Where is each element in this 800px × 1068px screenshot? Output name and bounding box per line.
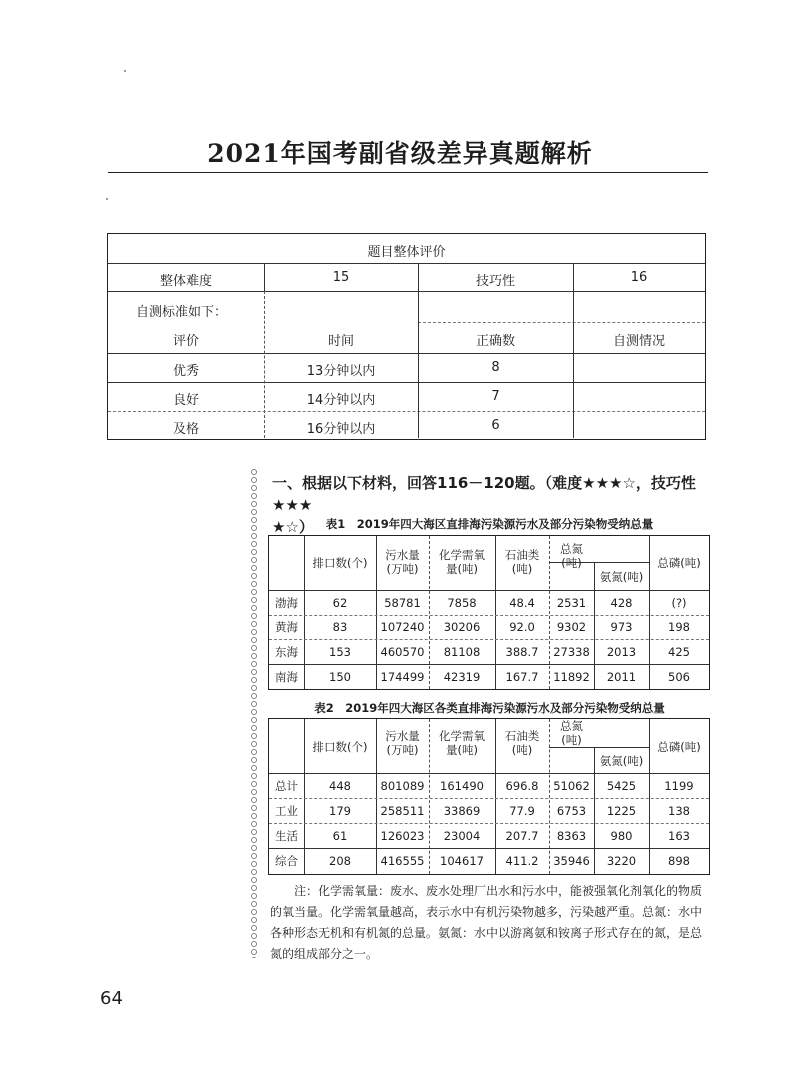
row-line: [108, 353, 705, 354]
row-dash: [269, 798, 709, 799]
t2-cell: 61: [332, 829, 348, 843]
t1-cell: 153: [329, 645, 351, 659]
time-excellent: 13分钟以内: [306, 364, 376, 379]
t2-h-sewage-2: (万吨): [386, 743, 419, 757]
t2-cell: 23004: [443, 829, 481, 843]
question-intro-line1: 一、根据以下材料，回答116－120题。（难度★★★☆，技巧性★★★: [272, 474, 696, 514]
t2-cell: 33869: [443, 804, 481, 818]
t2-cell: 8363: [556, 829, 587, 843]
t2-cell: 179: [329, 804, 351, 818]
t1-cell: 973: [610, 620, 633, 634]
t1-h-tn-1: 总氮: [560, 542, 583, 556]
skill-value: 16: [630, 270, 648, 285]
t1-cell: 7858: [447, 596, 477, 610]
skill-label: 技巧性: [475, 274, 515, 289]
t1-cell: 81108: [443, 645, 481, 659]
t1-h-sewage: [376, 548, 429, 576]
t2-cell: 448: [329, 779, 351, 793]
t2-cell: 工业: [275, 804, 298, 818]
t2-cell: 207.7: [505, 829, 539, 843]
t2-h-oil-1: 石油类: [504, 729, 540, 743]
correct-excellent: 8: [491, 360, 500, 375]
row-dash: [108, 411, 705, 412]
t1-cell: 27338: [553, 645, 590, 659]
row-line: [108, 291, 705, 292]
t1-cell: 150: [329, 670, 351, 684]
title-rule: [108, 172, 708, 173]
t2-h-oil-2: (吨): [511, 743, 533, 757]
t2-h-cod-2: 量(吨): [446, 743, 478, 757]
row-dash: [269, 615, 709, 616]
t2-cell: 35946: [553, 854, 590, 868]
row-line: [269, 590, 709, 591]
t2-h-tn-1: 总氮: [560, 719, 583, 733]
t2-cell: 980: [610, 829, 633, 843]
t1-cell: 460570: [380, 645, 425, 659]
t1-cell: 南海: [275, 670, 298, 684]
t1-h-oil-2: (吨): [511, 562, 533, 576]
table1-caption: 表1 2019年四大海区直排海污染源污水及部分污染物受纳总量: [325, 517, 654, 531]
t2-cell: 1225: [606, 804, 637, 818]
t2-cell: 163: [668, 829, 690, 843]
t1-cell: 107240: [380, 620, 425, 634]
t2-cell: 生活: [275, 829, 298, 843]
t1-cell: 2531: [556, 596, 587, 610]
t1-cell: 黄海: [275, 620, 298, 634]
t2-cell: 696.8: [505, 779, 539, 793]
t1-h-oil: [495, 548, 549, 576]
time-pass: 16分钟以内: [306, 422, 376, 437]
t2-cell: 138: [668, 804, 690, 818]
row-line: [269, 664, 709, 665]
t1-h-sewage-1: 污水量: [385, 548, 420, 562]
difficulty-value: 15: [332, 270, 350, 285]
rating-good: 良好: [172, 393, 199, 408]
t2-cell: 104617: [440, 854, 484, 868]
t2-h-cod: [429, 729, 495, 757]
t2-cell: 416555: [380, 854, 425, 868]
row-line: [269, 848, 709, 849]
t2-cell: 6753: [556, 804, 587, 818]
t1-cell: (?): [671, 596, 687, 610]
t1-cell: 48.4: [509, 596, 535, 610]
t2-cell: 898: [668, 854, 690, 868]
t1-h-tp: 总磷(吨): [657, 556, 701, 570]
t1-cell: 425: [668, 645, 690, 659]
t2-h-outlets: 排口数(个): [312, 740, 368, 754]
table-note: 注：化学需氧量：废水、废水处理厂出水和污水中，能被强氧化剂氧化的物质的氧当量。化学需氧量越高，表示水中有机污染物越多，污染越严重。总氮：水中各种形态无机和有机氮的总量。氨氮：水中以游离氨和铵离子形式存在的氮，是总氮的组成部分之一。: [270, 884, 703, 961]
col-line: [573, 263, 574, 438]
correct-good: 7: [491, 389, 500, 404]
t2-cell: 51062: [553, 779, 590, 793]
page-title: 2021年国考副省级差异真题解析: [207, 139, 593, 168]
t1-h-cod-2: 量(吨): [446, 562, 478, 576]
t1-cell: 58781: [384, 596, 421, 610]
t1-cell: 198: [668, 620, 690, 634]
scan-speck: [106, 198, 108, 200]
t2-cell: 3220: [606, 854, 637, 868]
t2-cell: 总计: [275, 779, 298, 793]
t1-cell: 167.7: [505, 670, 539, 684]
t1-cell: 2013: [606, 645, 637, 659]
row-dash: [269, 639, 709, 640]
time-good: 14分钟以内: [306, 393, 376, 408]
t2-h-tp: 总磷(吨): [657, 740, 701, 754]
t1-cell: 62: [332, 596, 348, 610]
table2-caption: 表2 2019年四大海区各类直排海污染源污水及部分污染物受纳总量: [314, 701, 665, 715]
t2-h-sewage-1: 污水量: [385, 729, 420, 743]
t1-h-oil-1: 石油类: [504, 548, 540, 562]
t2-h-tn: [549, 719, 594, 747]
t1-cell: 30206: [443, 620, 481, 634]
margin-squiggle: [251, 468, 257, 958]
standard-note: 自测标准如下：: [136, 305, 228, 320]
col-correct: 正确数: [475, 334, 515, 349]
rating-excellent: 优秀: [172, 364, 199, 379]
t2-h-oil: [495, 729, 549, 757]
t1-h-sewage-2: (万吨): [386, 562, 419, 576]
t1-cell: 428: [610, 596, 633, 610]
t1-h-outlets: 排口数(个): [312, 556, 368, 570]
question-intro-line2: ★☆）: [272, 518, 314, 536]
t2-cell: 1199: [664, 779, 694, 793]
row-dash: [418, 322, 705, 323]
rating-pass: 及格: [172, 422, 199, 437]
col-self: 自测情况: [612, 334, 665, 349]
t1-h-cod-1: 化学需氧: [439, 548, 485, 562]
t1-cell: 11892: [553, 670, 590, 684]
t2-cell: 77.9: [509, 804, 535, 818]
eval-caption: 题目整体评价: [367, 245, 446, 260]
t1-h-cod: [429, 548, 495, 576]
row-dash: [269, 823, 709, 824]
t1-h-tn-2: (吨): [561, 556, 582, 570]
t2-cell: 综合: [275, 854, 298, 868]
evaluation-table: [107, 233, 706, 440]
t2-cell: 801089: [380, 779, 425, 793]
t2-h-ammonia: 氨氮(吨): [599, 754, 644, 768]
row-line: [108, 382, 705, 383]
t1-cell: 东海: [275, 645, 298, 659]
t2-cell: 411.2: [505, 854, 539, 868]
scan-speck: [124, 70, 126, 72]
t1-cell: 渤海: [275, 596, 298, 610]
col-time: 时间: [327, 334, 354, 349]
row-line: [108, 263, 705, 264]
t1-h-ammonia: 氨氮(吨): [599, 570, 644, 584]
table2: [268, 718, 710, 875]
t1-cell: 506: [668, 670, 690, 684]
col-rating: 评价: [172, 334, 199, 349]
t2-cell: 208: [329, 854, 351, 868]
t2-cell: 5425: [606, 779, 637, 793]
row-line: [269, 773, 709, 774]
t1-cell: 42319: [443, 670, 481, 684]
page-number: 64: [100, 988, 123, 1009]
difficulty-label: 整体难度: [159, 274, 212, 289]
t1-cell: 2011: [606, 670, 637, 684]
table1: [268, 535, 710, 690]
col-line: [418, 263, 419, 438]
t2-cell: 258511: [380, 804, 425, 818]
t2-cell: 126023: [380, 829, 425, 843]
t1-cell: 174499: [380, 670, 425, 684]
t2-cell: 161490: [440, 779, 484, 793]
t1-h-tn: [549, 542, 594, 570]
t1-cell: 83: [332, 620, 348, 634]
t2-h-cod-1: 化学需氧: [439, 729, 485, 743]
t2-h-tn-2: (吨): [561, 733, 582, 747]
row-line: [549, 747, 649, 748]
correct-pass: 6: [491, 418, 500, 433]
t1-cell: 92.0: [509, 620, 535, 634]
t2-h-sewage: [376, 729, 429, 757]
t1-cell: 9302: [556, 620, 587, 634]
t1-cell: 388.7: [505, 645, 539, 659]
